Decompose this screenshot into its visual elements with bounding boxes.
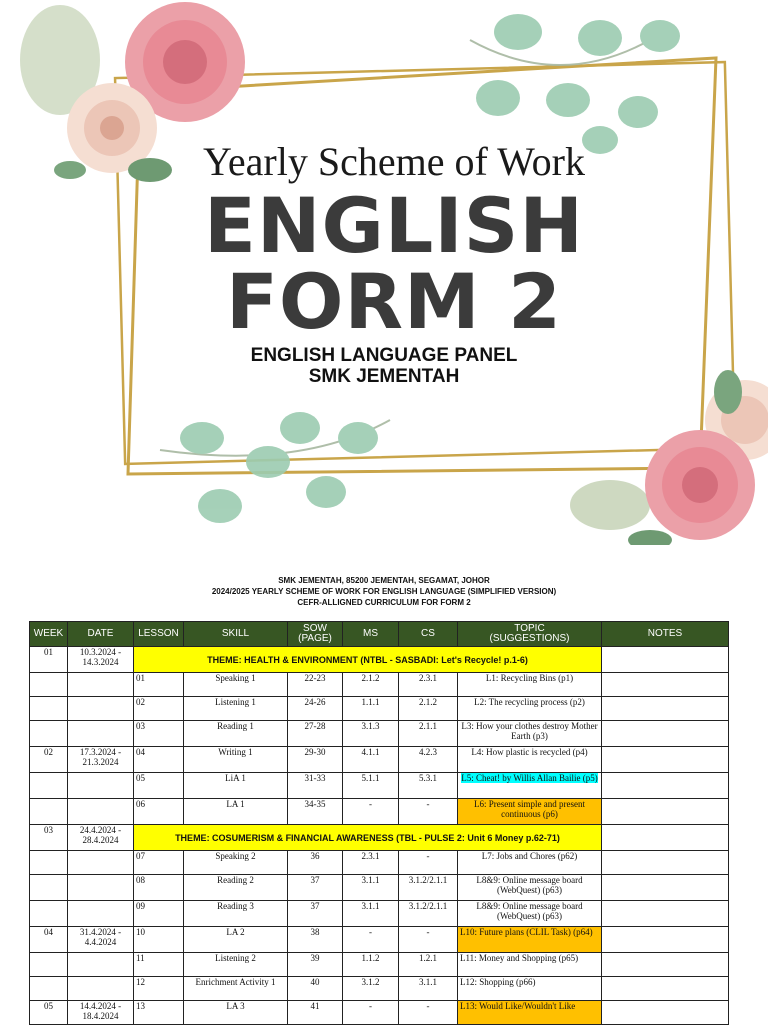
cs-cell: - (399, 799, 458, 825)
panel-line1: ENGLISH LANGUAGE PANEL (250, 345, 518, 366)
table-row (30, 799, 729, 825)
date-cell (68, 977, 134, 1001)
cover-title: Yearly Scheme of Work (203, 139, 585, 184)
notes-cell (602, 799, 729, 825)
sow-cell: 40 (288, 977, 343, 1001)
roses-bottom-right (570, 370, 768, 545)
table-row (30, 673, 729, 697)
sow-cell: 38 (288, 927, 343, 953)
topic-cell (458, 773, 602, 799)
week-cell: 05 (30, 1001, 68, 1025)
lesson-cell: 05 (134, 773, 184, 799)
topic-cell: L13: Would Like/Wouldn't Like (458, 1001, 602, 1025)
lesson-cell: 11 (134, 953, 184, 977)
table-row (30, 953, 729, 977)
date-cell (68, 697, 134, 721)
lesson-cell: 09 (134, 901, 184, 927)
week-cell: 02 (30, 747, 68, 773)
ms-cell: - (343, 1001, 399, 1025)
skill-cell: LA 3 (184, 1001, 288, 1025)
sow-cell: 41 (288, 1001, 343, 1025)
header-topic-line2: (SUGGESTIONS) (489, 633, 570, 644)
sow-cell: 37 (288, 901, 343, 927)
week-cell (30, 875, 68, 901)
notes-cell (602, 901, 729, 927)
week-cell (30, 697, 68, 721)
date-cell (68, 901, 134, 927)
lesson-cell: 10 (134, 927, 184, 953)
date-cell: 31.4.2024 - 4.4.2024 (68, 927, 134, 953)
cover-subject-line1: ENGLISH (204, 181, 584, 270)
table-row (30, 721, 729, 747)
header-lesson: LESSON (134, 622, 184, 647)
skill-cell: Listening 2 (184, 953, 288, 977)
notes-cell (602, 927, 729, 953)
header-skill: SKILL (184, 622, 288, 647)
week-cell (30, 901, 68, 927)
week-cell: 01 (30, 647, 68, 673)
topic-cell: L8&9: Online message board (WebQuest) (p63) (458, 901, 602, 927)
header-topic-line1: TOPIC (514, 623, 545, 634)
table-row (30, 747, 729, 773)
topic-cell: L3: How your clothes destroy Mother Earth (p3) (458, 721, 602, 747)
ms-cell: - (343, 799, 399, 825)
date-cell: 24.4.2024 - 28.4.2024 (68, 825, 134, 851)
ms-cell: 3.1.1 (343, 875, 399, 901)
ms-cell: 4.1.1 (343, 747, 399, 773)
lesson-cell: 02 (134, 697, 184, 721)
notes-cell (602, 977, 729, 1001)
skill-cell: Reading 2 (184, 875, 288, 901)
skill-cell: Speaking 2 (184, 851, 288, 875)
notes-cell (602, 673, 729, 697)
header-sow (288, 622, 343, 647)
skill-cell: LA 2 (184, 927, 288, 953)
header-sow-line2: (PAGE) (298, 633, 332, 644)
week-cell (30, 977, 68, 1001)
cs-cell: - (399, 927, 458, 953)
theme-cell: THEME: COSUMERISM & FINANCIAL AWARENESS (TBL - PULSE 2: Unit 6 Money p.62-71) (134, 825, 602, 851)
lesson-cell: 07 (134, 851, 184, 875)
sow-cell: 31-33 (288, 773, 343, 799)
ms-cell: 3.1.1 (343, 901, 399, 927)
cs-cell: 1.2.1 (399, 953, 458, 977)
lesson-cell: 03 (134, 721, 184, 747)
header-date: DATE (68, 622, 134, 647)
theme-row (30, 647, 729, 673)
scheme-of-work-table (29, 621, 729, 1025)
notes-cell (602, 953, 729, 977)
week-cell (30, 673, 68, 697)
header-ms: MS (343, 622, 399, 647)
skill-cell: Reading 1 (184, 721, 288, 747)
week-cell (30, 773, 68, 799)
ms-cell: 5.1.1 (343, 773, 399, 799)
week-cell: 04 (30, 927, 68, 953)
ms-cell: 3.1.3 (343, 721, 399, 747)
ms-cell: - (343, 927, 399, 953)
header-notes: NOTES (602, 622, 729, 647)
table-row (30, 697, 729, 721)
ms-cell: 1.1.2 (343, 953, 399, 977)
topic-cell: L6: Present simple and present continuous (p6) (458, 799, 602, 825)
notes-cell (602, 647, 729, 673)
panel-line2: SMK JEMENTAH (308, 366, 460, 387)
header-week: WEEK (30, 622, 68, 647)
lesson-cell: 13 (134, 1001, 184, 1025)
lesson-cell: 12 (134, 977, 184, 1001)
notes-cell (602, 825, 729, 851)
date-cell (68, 673, 134, 697)
theme-row (30, 825, 729, 851)
cs-cell: 4.2.3 (399, 747, 458, 773)
week-cell (30, 799, 68, 825)
cs-cell: - (399, 851, 458, 875)
cs-cell: 3.1.2/2.1.1 (399, 875, 458, 901)
cs-cell: 3.1.2/2.1.1 (399, 901, 458, 927)
topic-cell: L2: The recycling process (p2) (458, 697, 602, 721)
cover-subject-line2: FORM 2 (225, 257, 562, 346)
ms-cell: 3.1.2 (343, 977, 399, 1001)
skill-cell: Reading 3 (184, 901, 288, 927)
skill-cell: Writing 1 (184, 747, 288, 773)
cover-panel (0, 345, 768, 387)
lesson-cell: 06 (134, 799, 184, 825)
school-address: SMK JEMENTAH, 85200 JEMENTAH, SEGAMAT, JOHOR (278, 576, 490, 585)
table-row (30, 977, 729, 1001)
table-row (30, 927, 729, 953)
date-cell (68, 721, 134, 747)
cs-cell: 2.1.1 (399, 721, 458, 747)
sow-cell: 37 (288, 875, 343, 901)
notes-cell (602, 697, 729, 721)
date-cell (68, 953, 134, 977)
lesson-cell: 04 (134, 747, 184, 773)
sow-cell: 27-28 (288, 721, 343, 747)
sow-cell: 34-35 (288, 799, 343, 825)
sow-cell: 39 (288, 953, 343, 977)
topic-cell: L12: Shopping (p66) (458, 977, 602, 1001)
notes-cell (602, 1001, 729, 1025)
date-cell (68, 799, 134, 825)
lesson-cell: 01 (134, 673, 184, 697)
header-cs: CS (399, 622, 458, 647)
cs-cell: 3.1.1 (399, 977, 458, 1001)
topic-cell: L4: How plastic is recycled (p4) (458, 747, 602, 773)
table-header-row (30, 622, 729, 647)
topic-cell: L1: Recycling Bins (p1) (458, 673, 602, 697)
date-cell (68, 875, 134, 901)
week-cell (30, 721, 68, 747)
skill-cell: Speaking 1 (184, 673, 288, 697)
sow-cell: 36 (288, 851, 343, 875)
cs-cell: - (399, 1001, 458, 1025)
theme-cell: THEME: HEALTH & ENVIRONMENT (NTBL - SASBADI: Let's Recycle! p.1-6) (134, 647, 602, 673)
week-cell: 03 (30, 825, 68, 851)
ms-cell: 2.1.2 (343, 673, 399, 697)
eucalyptus-top-right (470, 14, 680, 154)
topic-cell: L8&9: Online message board (WebQuest) (p63) (458, 875, 602, 901)
topic-cell: L10: Future plans (CLIL Task) (p64) (458, 927, 602, 953)
topic-highlight: L5: Cheat! by Willis Allan Bailie (p5) (461, 773, 598, 783)
ms-cell: 1.1.1 (343, 697, 399, 721)
cs-cell: 2.3.1 (399, 673, 458, 697)
skill-cell: Listening 1 (184, 697, 288, 721)
notes-cell (602, 721, 729, 747)
table-row (30, 901, 729, 927)
notes-cell (602, 773, 729, 799)
eucalyptus-bottom-left (160, 412, 390, 523)
week-cell (30, 851, 68, 875)
notes-cell (602, 851, 729, 875)
sow-cell: 29-30 (288, 747, 343, 773)
table-row (30, 851, 729, 875)
document-header (0, 575, 768, 608)
table-row (30, 773, 729, 799)
date-cell: 17.3.2024 - 21.3.2024 (68, 747, 134, 773)
topic-cell: L11: Money and Shopping (p65) (458, 953, 602, 977)
sow-cell: 22-23 (288, 673, 343, 697)
ms-cell: 2.3.1 (343, 851, 399, 875)
cs-cell: 5.3.1 (399, 773, 458, 799)
notes-cell (602, 875, 729, 901)
date-cell (68, 851, 134, 875)
topic-cell: L7: Jobs and Chores (p62) (458, 851, 602, 875)
date-cell: 14.4.2024 - 18.4.2024 (68, 1001, 134, 1025)
cs-cell: 2.1.2 (399, 697, 458, 721)
scheme-title: 2024/2025 YEARLY SCHEME OF WORK FOR ENGLISH LANGUAGE (SIMPLIFIED VERSION) (211, 587, 557, 596)
table-row (30, 875, 729, 901)
week-cell (30, 953, 68, 977)
notes-cell (602, 747, 729, 773)
skill-cell: LA 1 (184, 799, 288, 825)
skill-cell: LiA 1 (184, 773, 288, 799)
date-cell: 10.3.2024 - 14.3.2024 (68, 647, 134, 673)
table-row (30, 1001, 729, 1025)
curriculum-title: CEFR-ALLIGNED CURRICULUM FOR FORM 2 (297, 598, 471, 607)
date-cell (68, 773, 134, 799)
skill-cell: Enrichment Activity 1 (184, 977, 288, 1001)
sow-cell: 24-26 (288, 697, 343, 721)
lesson-cell: 08 (134, 875, 184, 901)
header-sow-line1: SOW (303, 623, 327, 634)
header-topic (458, 622, 602, 647)
